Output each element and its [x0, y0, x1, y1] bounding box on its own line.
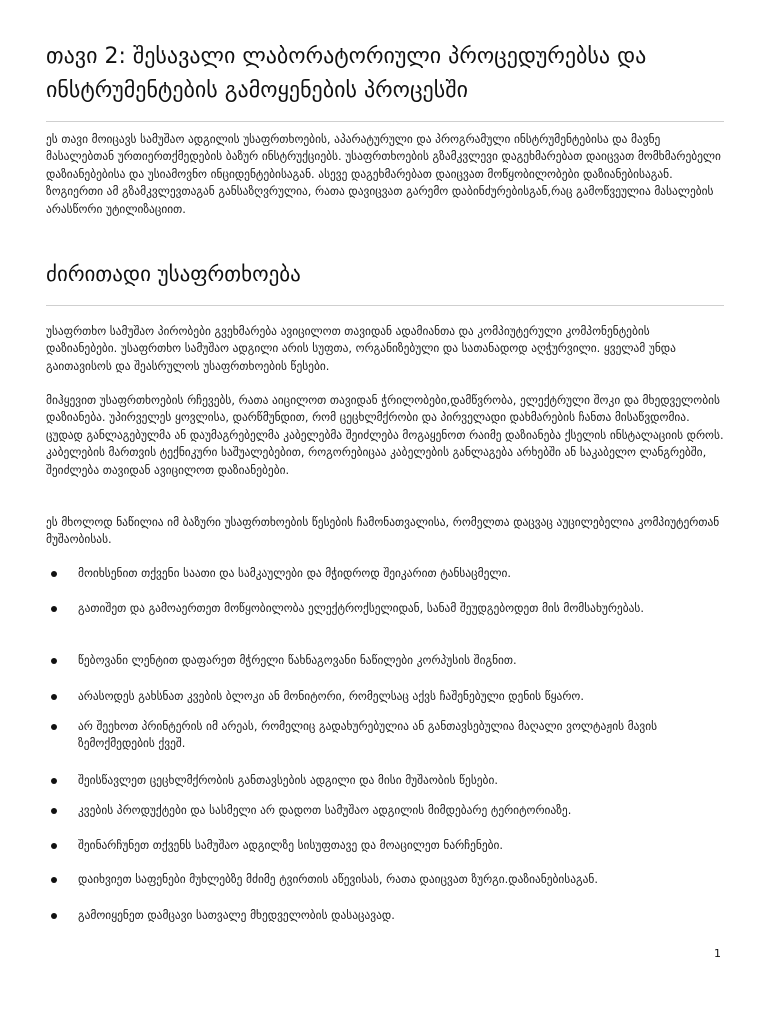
bullet-icon	[51, 694, 57, 700]
section-paragraph: მიჰყევით უსაფრთხოების რჩევებს, რათა აიცილოთ თავიდან ჭრილობები,დამწვრობა, ელექტრული შოკი და მხედველობის დაზიანება. უპირველეს ყოვლისა, დარწმუნდით, რომ ცეცხლმქრობი და პირველადი დახმარების ჩანთა მისაწვდომია. ცუდად განლაგებულმა ან დაუმაგრებელმა კაბელებმა შეიძლება მოგაყენოთ რაიმე დაზიანება ქსელის ინსტალაციის დროს. კაბელების მართვის ტექნიკური საშუალებებით, როგორებიცაა კაბელების განლაგება არხებში ან საკაბელო ლანგრებში, შეიძლება თავიდან ავიცილოთ დაზიანებები.	[46, 393, 724, 477]
list-item	[46, 718, 724, 772]
list-item-text: არ შეეხოთ პრინტერის იმ არეას, რომელიც გადახურებულია ან განთავსებულია მაღალი ვოლტაჟის მავის ზემოქმედების ქვეშ.	[78, 719, 658, 751]
bullet-icon	[51, 571, 57, 577]
bullet-icon	[51, 724, 57, 730]
list-item-text: შეისწავლეთ ცეცხლმქრობის განთავსების ადგილი და მისი მუშაობის წესები.	[78, 773, 498, 787]
bullet-icon	[51, 913, 57, 919]
section-title: ძირითადი უსაფრთხოება	[46, 262, 301, 286]
list-item	[46, 772, 724, 802]
title-divider	[46, 121, 724, 122]
bullet-icon	[51, 843, 57, 849]
list-item	[46, 652, 724, 688]
list-item	[46, 688, 724, 718]
list-item-text: დაიხვიეთ საფენები მუხლებზე მძიმე ტვირთის აწევისას, რათა დაიცვათ ზურგი.დაზიანებისაგან.	[78, 872, 598, 886]
list-item	[46, 837, 724, 871]
section-divider	[46, 305, 724, 306]
safety-rules-list	[46, 565, 724, 927]
list-item	[46, 565, 724, 600]
list-item-text: წებოვანი ლენტით დაფარეთ მჭრელი წახნაგოვანი ნაწილები კორპუსის შიგნით.	[78, 653, 517, 667]
list-item-text: შეინარჩუნეთ თქვენს სამუშაო ადგილზე სისუფთავე და მოაცილეთ ნარჩენები.	[78, 838, 504, 852]
list-item-text: გათიშეთ და გამოაერთეთ მოწყობილობა ელექტროქსელიდან, სანამ შეუდგებოდეთ მის მომსახურებას.	[78, 601, 644, 615]
intro-paragraph: ეს თავი მოიცავს სამუშაო ადგილის უსაფრთხოების, აპარატურული და პროგრამული ინსტრუმენტებისა და მავნე მასალებთან ურთიერთქმედების ბაზურ ინსტრუქციებს. უსაფრთხოების გზამკვლევი დაგეხმარებათ დაიცვათ მომხმარებელი დაზიანებებისა და უსიამოვნო ინციდენტებისაგან. ასევე დაგეხმარებათ დაიცვათ მოწყობილობები დაზიანებისაგან. ზოგიერთი ამ გზამკვლევთაგან განსაზღვრულია, რათა დავიცვათ გარემო დაბინძურებისგან,რაც გამოწვეულია მასალების არასწორი უტილიზაციით.	[46, 132, 721, 216]
list-item-text: გამოიყენეთ დამცავი სათვალე მხედველობის დასაცავად.	[78, 908, 395, 922]
list-item-text: არასოდეს გახსნათ კვების ბლოკი ან მონიტორი, რომელსაც აქვს ჩაშენებული დენის წყარო.	[78, 689, 584, 703]
bullet-icon	[51, 808, 57, 814]
list-item	[46, 802, 724, 837]
list-item	[46, 907, 724, 927]
section-paragraph: უსაფრთხო სამუშაო პირობები გვეხმარება ავიცილოთ თავიდან ადამიანთა და კომპიუტერული კომპონენტების დაზიანებები. უსაფრთხო სამუშაო ადგილი არის სუფთა, ორგანიზებული და სათანადოდ აღჭურვილი. ყველამ უნდა გაითავისოს და შეასრულოს უსაფრთხოების წესები.	[46, 324, 676, 373]
chapter-title: თავი 2: შესავალი ლაბორატორიული პროცედურებსა და ინსტრუმენტების გამოყენების პროცესში	[46, 44, 647, 103]
list-item	[46, 871, 724, 907]
bullet-icon	[51, 877, 57, 883]
bullet-icon	[51, 778, 57, 784]
section-paragraph: ეს მხოლოდ ნაწილია იმ ბაზური უსაფრთხოების წესების ჩამონათვალისა, რომელთა დაცვაც აუცილებელია კომპიუტერთან მუშაობისას.	[46, 515, 720, 547]
bullet-icon	[51, 658, 57, 664]
bullet-icon	[51, 606, 57, 612]
page-number: 1	[714, 947, 721, 960]
list-item-text: კვების პროდუქტები და სასმელი არ დადოთ სამუშაო ადგილის მიმდებარე ტერიტორიაზე.	[78, 803, 572, 817]
list-item	[46, 600, 724, 652]
list-item-text: მოიხსენით თქვენი საათი და სამკაულები და მჭიდროდ შეიკარით ტანსაცმელი.	[78, 566, 512, 580]
